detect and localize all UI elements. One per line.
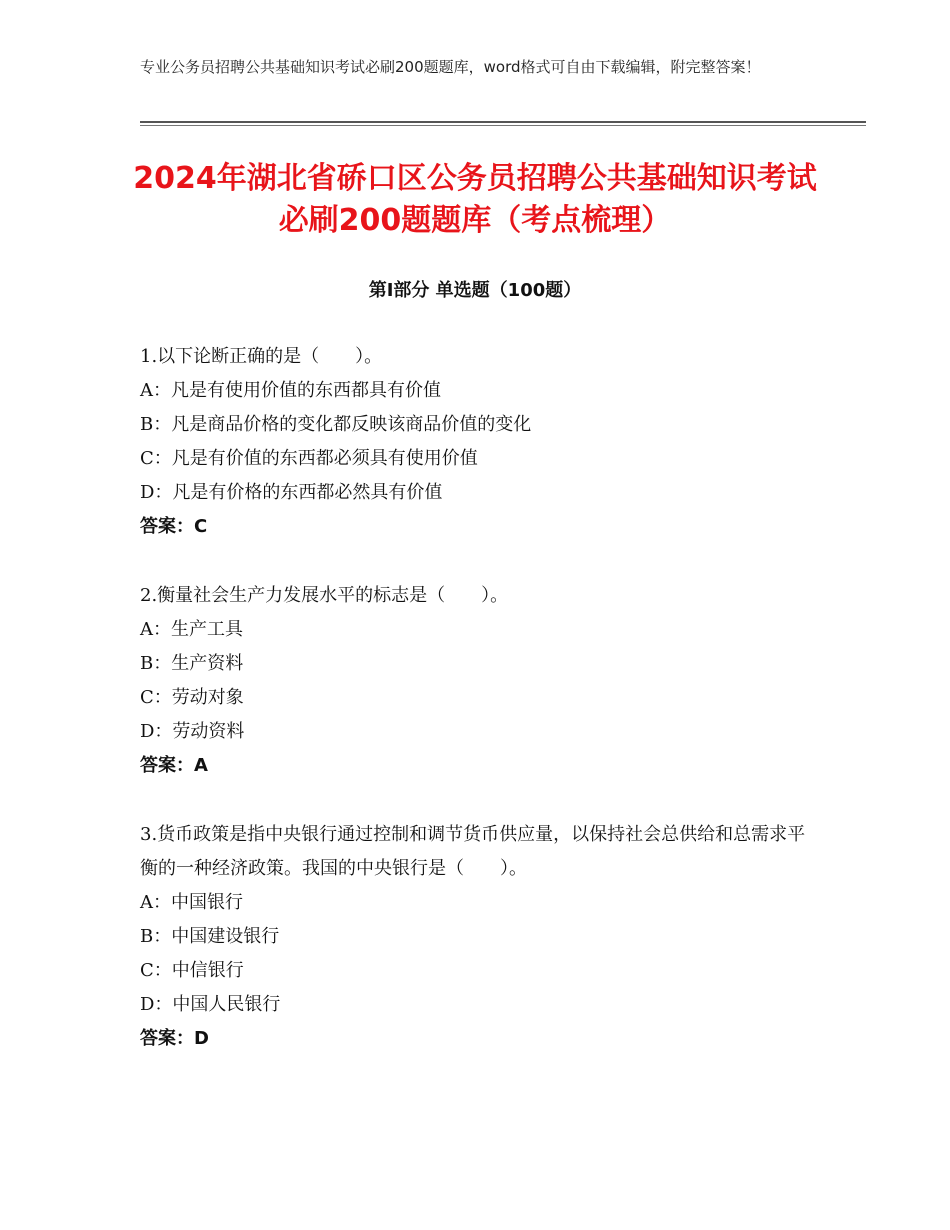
option-d: D：凡是有价格的东西都必然具有价值 — [140, 482, 443, 503]
answer: 答案：A — [140, 755, 208, 776]
option-d: D：中国人民银行 — [140, 994, 281, 1015]
option-c: C：中信银行 — [140, 960, 244, 981]
question-1 — [140, 340, 820, 544]
section-title: 第Ⅰ部分 单选题（100题） — [368, 280, 582, 301]
option-b: B：凡是商品价格的变化都反映该商品价值的变化 — [140, 414, 532, 435]
question-2 — [140, 579, 820, 783]
header-note: 专业公务员招聘公共基础知识考试必刷200题题库，word格式可自由下载编辑，附完整答案！ — [140, 58, 761, 76]
header-divider-thin — [140, 125, 866, 126]
option-a: A：凡是有使用价值的东西都具有价值 — [140, 380, 441, 401]
option-a: A：中国银行 — [140, 892, 243, 913]
question-3 — [140, 818, 820, 1056]
question-stem: 1.以下论断正确的是（ ）。 — [140, 346, 383, 367]
answer: 答案：D — [140, 1028, 209, 1049]
option-d: D：劳动资料 — [140, 721, 245, 742]
option-b: B：生产资料 — [140, 653, 244, 674]
option-c: C：凡是有价值的东西都必须具有使用价值 — [140, 448, 478, 469]
answer: 答案：C — [140, 516, 208, 537]
header-divider — [140, 121, 866, 123]
document-title: 2024年湖北省硚口区公务员招聘公共基础知识考试必刷200题题库（考点梳理） — [133, 161, 817, 238]
question-stem: 3.货币政策是指中央银行通过控制和调节货币供应量，以保持社会总供给和总需求平衡的一种经济政策。我国的中央银行是（ ）。 — [140, 824, 806, 879]
option-b: B：中国建设银行 — [140, 926, 280, 947]
question-stem: 2.衡量社会生产力发展水平的标志是（ ）。 — [140, 585, 509, 606]
option-c: C：劳动对象 — [140, 687, 244, 708]
option-a: A：生产工具 — [140, 619, 243, 640]
